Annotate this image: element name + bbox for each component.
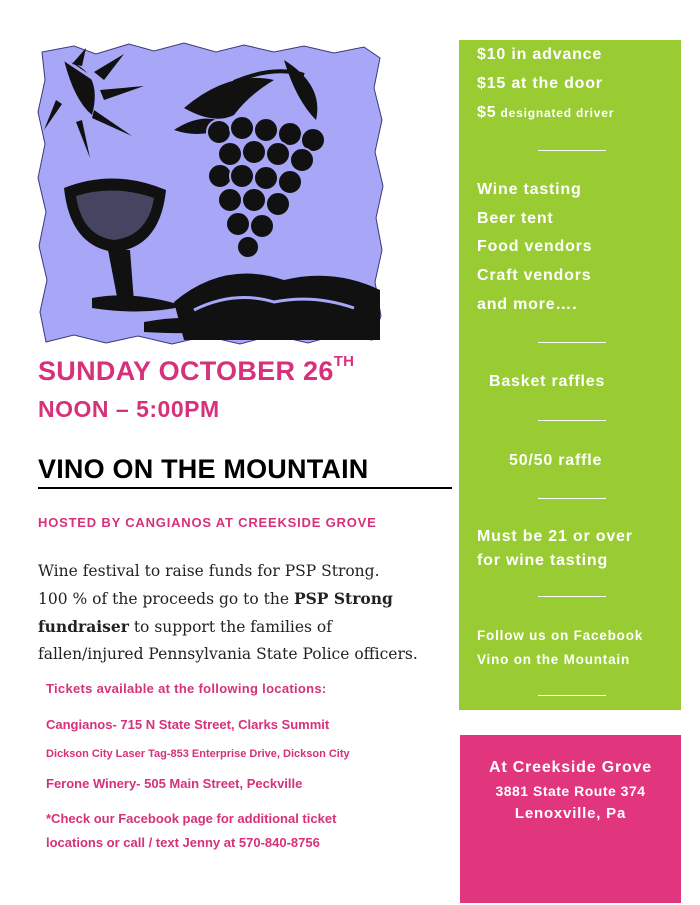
event-date [38, 353, 355, 387]
price-advance [477, 46, 602, 64]
price-amount: $15 [477, 75, 507, 92]
wine-grapes-artwork [34, 40, 386, 348]
tickets-note-line: *Check our Facebook page for additional ticket [46, 811, 337, 826]
feature-item: Wine tasting [477, 181, 582, 198]
event-date-suffix: TH [333, 353, 355, 370]
ticket-location: Dickson City Laser Tag-853 Enterprise Drive, Dickson City [46, 748, 350, 760]
event-host: HOSTED BY CANGIANOS AT CREEKSIDE GROVE [38, 515, 377, 530]
description-line: fallen/injured Pennsylvania State Police officers. [38, 645, 418, 663]
ticket-location: Cangianos- 715 N State Street, Clarks Summit [46, 717, 330, 732]
price-amount: $5 [477, 104, 497, 121]
description-line: Wine festival to raise funds for PSP Strong. [38, 562, 380, 580]
price-designated-driver [477, 104, 614, 122]
description-line [38, 613, 448, 641]
venue-box [460, 735, 681, 903]
info-sidebar [459, 40, 681, 710]
venue-street: 3881 State Route 374 [495, 783, 646, 799]
venue-city: Lenoxville, Pa [514, 805, 627, 822]
social-line: Vino on the Mountain [477, 652, 630, 667]
basket-raffles: Basket raffles [489, 373, 606, 390]
feature-item: Craft vendors [477, 267, 592, 284]
event-time: NOON – 5:00PM [38, 396, 220, 422]
price-label: at the door [506, 75, 603, 92]
description-line [38, 585, 448, 613]
price-amount: $10 [477, 46, 507, 63]
social-line: Follow us on Facebook [477, 628, 644, 643]
divider [538, 150, 606, 151]
price-label: designated driver [496, 106, 615, 120]
feature-item: and more…. [477, 296, 578, 313]
feature-item: Food vendors [477, 238, 593, 255]
description-text: 100 % of the proceeds go to the [38, 590, 294, 608]
feature-item: Beer tent [477, 210, 554, 227]
age-requirement: for wine tasting [477, 552, 609, 569]
divider [538, 498, 606, 499]
divider [538, 420, 606, 421]
divider [538, 695, 606, 696]
event-title: VINO ON THE MOUNTAIN [38, 454, 452, 489]
age-requirement: Must be 21 or over [477, 528, 633, 545]
price-label: in advance [506, 46, 603, 63]
tickets-note-line: locations or call / text Jenny at 570-840-8756 [46, 835, 320, 850]
event-date-main: SUNDAY OCTOBER 26 [38, 356, 334, 386]
price-door [477, 75, 603, 93]
event-description [38, 558, 448, 668]
fifty-fifty-raffle: 50/50 raffle [509, 452, 603, 469]
tickets-heading: Tickets available at the following locations: [46, 681, 327, 696]
description-bold: fundraiser [38, 617, 129, 636]
ticket-location: Ferone Winery- 505 Main Street, Peckville [46, 776, 303, 791]
venue-name: At Creekside Grove [489, 759, 652, 776]
tickets-note [46, 807, 446, 855]
divider [538, 342, 606, 343]
description-text: to support the families of [128, 618, 332, 636]
description-bold: PSP Strong [293, 589, 393, 608]
divider [538, 596, 606, 597]
